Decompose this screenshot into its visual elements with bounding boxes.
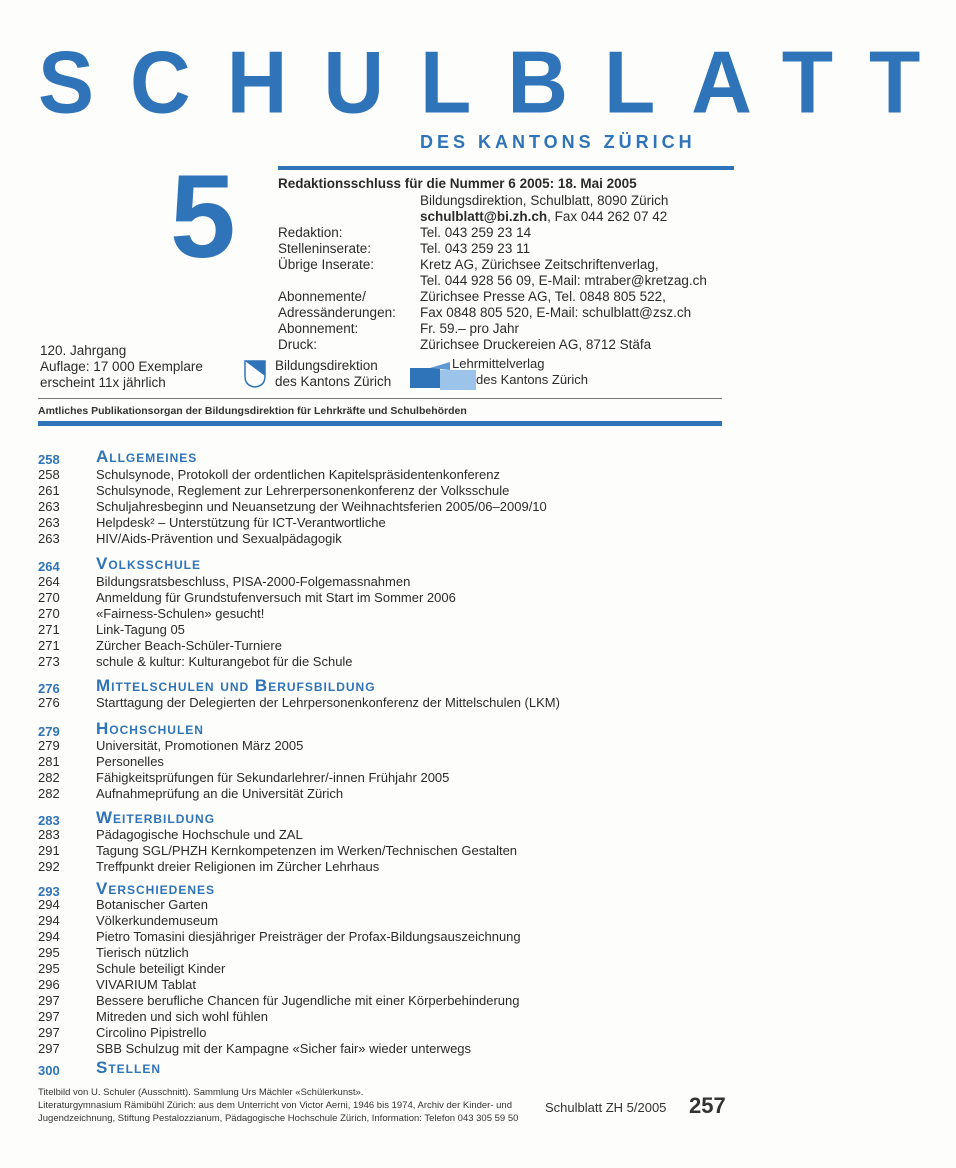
item-page: 295 <box>38 945 60 960</box>
credit-line: Titelbild von U. Schuler (Ausschnitt). Sammlung Urs Mächler «Schülerkunst». <box>38 1087 364 1098</box>
item-title: SBB Schulzug mit der Kampagne «Sicher fair» wieder unterwegs <box>96 1041 472 1056</box>
item-page: 273 <box>38 654 60 669</box>
item-page: 294 <box>38 929 60 944</box>
item-title: Bildungsratsbeschluss, PISA-2000-Folgemassnahmen <box>96 574 411 589</box>
contact-value: Kretz AG, Zürichsee Zeitschriftenverlag, <box>420 257 659 272</box>
credit-line: Literaturgymnasium Rämibühl Zürich: aus dem Unterricht von Victor Aerni, 1946 bis 1974, Archiv der Kinder- und <box>38 1100 512 1111</box>
item-page: 282 <box>38 786 60 801</box>
item-page: 294 <box>38 897 60 912</box>
item-page: 270 <box>38 590 60 605</box>
section-page: 279 <box>38 724 60 739</box>
item-title: Tagung SGL/PHZH Kernkompetenzen im Werken/Technischen Gestalten <box>96 843 518 858</box>
frequency: erscheint 11x jährlich <box>40 375 166 390</box>
logo-line: Lehrmittelverlag <box>452 356 545 371</box>
coat-of-arms-icon <box>244 360 266 393</box>
logo-line: des Kantons Zürich <box>476 372 589 387</box>
item-title: Bessere berufliche Chancen für Jugendliche mit einer Körperbehinderung <box>96 993 520 1008</box>
section-title: Volksschule <box>96 554 202 573</box>
logo-line: Bildungsdirektion <box>275 358 378 373</box>
section-title: Verschiedenes <box>96 879 216 898</box>
item-title: Aufnahmeprüfung an die Universität Zürich <box>96 786 344 801</box>
item-page: 296 <box>38 977 60 992</box>
section-title: Hochschulen <box>96 719 204 738</box>
deadline: Redaktionsschluss für die Nummer 6 2005: 18. Mai 2005 <box>278 176 637 191</box>
item-title: VIVARIUM Tablat <box>96 977 196 992</box>
item-title: Völkerkundemuseum <box>96 913 219 928</box>
address-line: Bildungsdirektion, Schulblatt, 8090 Zürich <box>420 193 669 208</box>
item-title: Pädagogische Hochschule und ZAL <box>96 827 303 842</box>
item-page: 264 <box>38 574 60 589</box>
section-page: 283 <box>38 813 60 828</box>
item-page: 291 <box>38 843 60 858</box>
section-page: 276 <box>38 681 60 696</box>
item-page: 283 <box>38 827 60 842</box>
section-page: 258 <box>38 452 60 467</box>
lehrmittelverlag-logo <box>452 356 588 388</box>
item-page: 263 <box>38 499 60 514</box>
contact-value: Zürichsee Presse AG, Tel. 0848 805 522, <box>420 289 666 304</box>
contact-value: Zürichsee Druckereien AG, 8712 Stäfa <box>420 337 652 352</box>
item-page: 271 <box>38 638 60 653</box>
item-title: Personelles <box>96 754 164 769</box>
logo-line: des Kantons Zürich <box>275 374 392 389</box>
item-title: «Fairness-Schulen» gesucht! <box>96 606 265 621</box>
item-title: Schuljahresbeginn und Neuansetzung der Weihnachtsferien 2005/06–2009/10 <box>96 499 547 514</box>
page-number: 257 <box>689 1093 726 1118</box>
year: 120. Jahrgang <box>40 343 127 358</box>
publication-issue: Schulblatt ZH 5/2005 <box>545 1100 667 1115</box>
item-page: 292 <box>38 859 60 874</box>
item-page: 263 <box>38 531 60 546</box>
item-title: Universität, Promotionen März 2005 <box>96 738 304 753</box>
contact-label: Stelleninserate: <box>278 241 372 256</box>
section-page: 264 <box>38 559 60 574</box>
contact-value: Fr. 59.– pro Jahr <box>420 321 520 336</box>
email-line <box>420 209 667 224</box>
item-title: Pietro Tomasini diesjähriger Preisträger der Profax-Bildungsauszeichnung <box>96 929 521 944</box>
item-title: HIV/Aids-Prävention und Sexualpädagogik <box>96 531 342 546</box>
section-page: 293 <box>38 884 60 899</box>
item-title: Helpdesk² – Unterstützung für ICT-Verantwortliche <box>96 515 386 530</box>
item-title: Fähigkeitsprüfungen für Sekundarlehrer/-innen Frühjahr 2005 <box>96 770 450 785</box>
item-page: 295 <box>38 961 60 976</box>
item-title: Tierisch nützlich <box>96 945 189 960</box>
item-title: Circolino Pipistrello <box>96 1025 207 1040</box>
contact-value: Tel. 043 259 23 11 <box>420 241 531 256</box>
item-title: Starttagung der Delegierten der Lehrpersonenkonferenz der Mittelschulen (LKM) <box>96 695 560 710</box>
item-title: Botanischer Garten <box>96 897 209 912</box>
item-title: Schulsynode, Reglement zur Lehrerpersonenkonferenz der Volksschule <box>96 483 510 498</box>
item-page: 297 <box>38 1025 60 1040</box>
issue-number: 5 <box>170 151 236 283</box>
item-title: Schulsynode, Protokoll der ordentlichen Kapitelspräsidentenkonferenz <box>96 467 500 482</box>
item-title: Schule beteiligt Kinder <box>96 961 226 976</box>
masthead-title: SCHULBLATT <box>38 32 956 132</box>
item-title: Treffpunkt dreier Religionen im Zürcher Lehrhaus <box>96 859 380 874</box>
section-title: Allgemeines <box>96 447 198 466</box>
item-page: 276 <box>38 695 60 710</box>
contact-value: Tel. 044 928 56 09, E-Mail: mtraber@kretzag.ch <box>420 273 707 288</box>
bildungsdirektion-logo <box>275 358 391 390</box>
contact-value: Tel. 043 259 23 14 <box>420 225 532 240</box>
email-rest: , Fax 044 262 07 42 <box>547 209 668 224</box>
item-page: 297 <box>38 993 60 1008</box>
item-page: 261 <box>38 483 60 498</box>
item-page: 258 <box>38 467 60 482</box>
item-page: 297 <box>38 1041 60 1056</box>
toc-rule <box>38 421 722 426</box>
top-rule <box>278 166 734 170</box>
item-title: schule & kultur: Kulturangebot für die Schule <box>96 654 353 669</box>
official-organ: Amtliches Publikationsorgan der Bildungsdirektion für Lehrkräfte und Schulbehörden <box>38 405 467 417</box>
section-page: 300 <box>38 1063 60 1078</box>
item-page: 297 <box>38 1009 60 1024</box>
item-page: 281 <box>38 754 60 769</box>
item-title: Zürcher Beach-Schüler-Turniere <box>96 638 282 653</box>
contact-label: Abonnement: <box>278 321 359 336</box>
section-title: Weiterbildung <box>96 808 216 827</box>
contact-label: Adressänderungen: <box>278 305 396 320</box>
item-page: 271 <box>38 622 60 637</box>
email-bold[interactable]: schulblatt@bi.zh.ch <box>420 209 548 224</box>
section-title: Stellen <box>96 1058 162 1077</box>
item-title: Link-Tagung 05 <box>96 622 185 637</box>
item-page: 279 <box>38 738 60 753</box>
item-page: 263 <box>38 515 60 530</box>
contact-label: Druck: <box>278 337 318 352</box>
item-page: 294 <box>38 913 60 928</box>
contact-label: Übrige Inserate: <box>278 257 375 272</box>
contact-label: Redaktion: <box>278 225 343 240</box>
mid-rule <box>38 398 722 399</box>
masthead-subtitle: DES KANTONS ZÜRICH <box>420 132 696 152</box>
credit-line: Jugendzeichnung, Stiftung Pestalozzianum, Pädagogische Hochschule Zürich, Information: Telefon 043 305 59 50 <box>38 1113 519 1124</box>
cover-credit <box>38 1086 538 1125</box>
item-page: 282 <box>38 770 60 785</box>
item-title: Anmeldung für Grundstufenversuch mit Start im Sommer 2006 <box>96 590 456 605</box>
item-title: Mitreden und sich wohl fühlen <box>96 1009 268 1024</box>
circulation: Auflage: 17 000 Exemplare <box>40 359 203 374</box>
contact-value: Fax 0848 805 520, E-Mail: schulblatt@zsz.ch <box>420 305 692 320</box>
item-page: 270 <box>38 606 60 621</box>
section-title: Mittelschulen und Berufsbildung <box>96 676 376 695</box>
contact-label: Abonnemente/ <box>278 289 366 304</box>
